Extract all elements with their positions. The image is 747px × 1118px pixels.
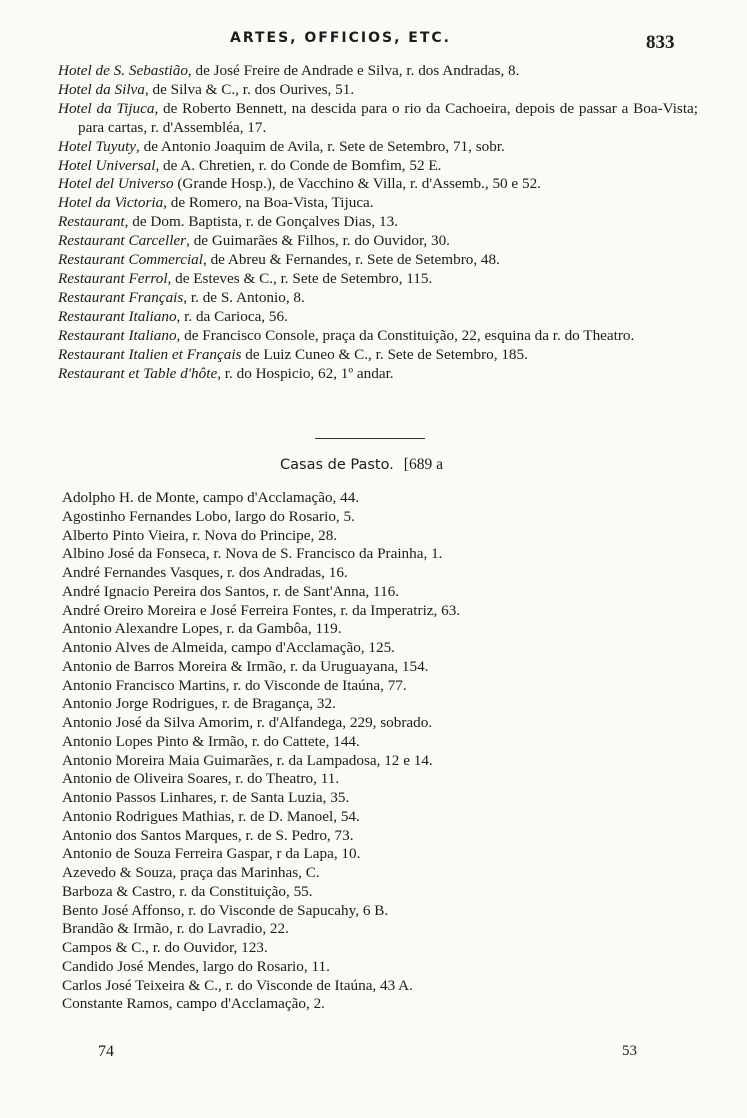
- list-item: Antonio Rodrigues Mathias, r. de D. Manoel, 54.: [62, 807, 360, 825]
- running-head: ARTES, OFFICIOS, ETC.: [230, 30, 451, 46]
- list-item: Campos & C., r. do Ouvidor, 123.: [62, 939, 268, 956]
- section-divider: [315, 438, 425, 439]
- section-title: Casas de Pasto.: [280, 457, 394, 473]
- section-note: [689 a: [403, 456, 443, 473]
- list-item: Antonio Lopes Pinto & Irmão, r. do Cattete, 144.: [62, 732, 360, 750]
- footer-signature-number: 74: [98, 1043, 114, 1060]
- list-item: Hotel Tuyuty, de Antonio Joaquim de Avila, r. Sete de Setembro, 71, sobr.: [58, 137, 505, 155]
- list-item: Restaurant Commercial, de Abreu & Fernandes, r. Sete de Setembro, 48.: [58, 251, 500, 269]
- list-item: Constante Ramos, campo d'Acclamação, 2.: [62, 995, 325, 1013]
- hotel-restaurant-list: [58, 62, 698, 383]
- page-header: [0, 26, 747, 56]
- list-item: Restaurant Italiano, r. da Carioca, 56.: [58, 307, 288, 325]
- list-item: Restaurant Italiano, de Francisco Console, praça da Constituição, 22, esquina da r. do Theatro.: [58, 326, 635, 344]
- list-item: Antonio Passos Linhares, r. de Santa Luzia, 35.: [62, 789, 350, 806]
- list-item: Restaurant Carceller, de Guimarães & Filhos, r. do Ouvidor, 30.: [58, 232, 450, 250]
- list-item: André Oreiro Moreira e José Ferreira Fontes, r. da Imperatriz, 63.: [62, 601, 461, 619]
- list-item: Agostinho Fernandes Lobo, largo do Rosario, 5.: [62, 507, 355, 525]
- list-item: Brandão & Irmão, r. do Lavradio, 22.: [62, 920, 289, 938]
- list-item: Antonio Alexandre Lopes, r. da Gambôa, 119.: [62, 620, 342, 638]
- list-item: Restaurant et Table d'hôte, r. do Hospicio, 62, 1º andar.: [58, 364, 394, 382]
- list-item: Restaurant, de Dom. Baptista, r. de Gonçalves Dias, 13.: [58, 213, 398, 231]
- footer-sheet-number: 53: [622, 1043, 637, 1059]
- list-item: Adolpho H. de Monte, campo d'Acclamação, 44.: [62, 489, 360, 506]
- list-item: Antonio Moreira Maia Guimarães, r. da Lampadosa, 12 e 14.: [62, 751, 433, 769]
- list-item: Barboza & Castro, r. da Constituição, 55.: [62, 882, 313, 900]
- list-item: Hotel de S. Sebastião, de José Freire de Andrade e Silva, r. dos Andradas, 8.: [58, 62, 520, 79]
- list-item: Bento José Affonso, r. do Visconde de Sapucahy, 6 B.: [62, 901, 389, 919]
- list-item: Antonio José da Silva Amorim, r. d'Alfandega, 229, sobrado.: [62, 714, 433, 731]
- list-item: Restaurant Français, r. de S. Antonio, 8.: [58, 288, 305, 306]
- list-item: Candido José Mendes, largo do Rosario, 11.: [62, 957, 330, 975]
- list-item: Antonio Alves de Almeida, campo d'Acclamação, 125.: [62, 639, 395, 656]
- list-item: Azevedo & Souza, praça das Marinhas, C.: [62, 864, 320, 881]
- list-item: Albino José da Fonseca, r. Nova de S. Francisco da Prainha, 1.: [62, 545, 443, 563]
- list-item: Antonio de Oliveira Soares, r. do Theatro, 11.: [62, 770, 340, 788]
- list-item: Antonio de Barros Moreira & Irmão, r. da Uruguayana, 154.: [62, 657, 429, 675]
- section-heading: [280, 456, 443, 474]
- list-item: Hotel Universal, de A. Chretien, r. do Conde de Bomfim, 52 E.: [58, 156, 442, 174]
- list-item: Hotel da Tijuca, de Roberto Bennett, na descida para o rio da Cachoeira, depois de passar a Boa-Vista; para cartas, r. d'Assembléa, 17.: [58, 99, 699, 136]
- list-item: Antonio de Souza Ferreira Gaspar, r da Lapa, 10.: [62, 845, 361, 863]
- list-item: Restaurant Italien et Français de Luiz Cuneo & C., r. Sete de Setembro, 185.: [58, 345, 528, 363]
- list-item: Hotel da Silva, de Silva & C., r. dos Ourives, 51.: [58, 80, 355, 98]
- page-footer: [0, 1043, 747, 1067]
- list-item: Restaurant Ferrol, de Esteves & C., r. Sete de Setembro, 115.: [58, 269, 433, 287]
- casas-de-pasto-list: [62, 489, 702, 1014]
- list-item: Hotel del Universo (Grande Hosp.), de Vacchino & Villa, r. d'Assemb., 50 e 52.: [58, 175, 541, 193]
- list-item: Antonio dos Santos Marques, r. de S. Pedro, 73.: [62, 826, 354, 844]
- list-item: André Fernandes Vasques, r. dos Andradas, 16.: [62, 564, 348, 581]
- list-item: André Ignacio Pereira dos Santos, r. de Sant'Anna, 116.: [62, 582, 400, 600]
- list-item: Carlos José Teixeira & C., r. do Visconde de Itaúna, 43 A.: [62, 976, 413, 994]
- page-number: 833: [646, 32, 675, 53]
- list-item: Antonio Jorge Rodrigues, r. de Bragança, 32.: [62, 695, 336, 713]
- list-item: Antonio Francisco Martins, r. do Visconde de Itaúna, 77.: [62, 676, 407, 694]
- list-item: Hotel da Victoria, de Romero, na Boa-Vista, Tijuca.: [58, 194, 374, 212]
- list-item: Alberto Pinto Vieira, r. Nova do Principe, 28.: [62, 526, 338, 544]
